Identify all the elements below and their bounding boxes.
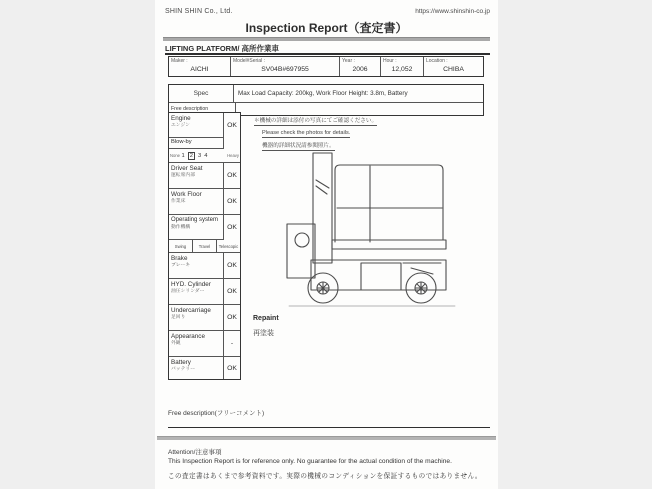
- title-rule: [163, 37, 490, 41]
- battery-status: OK: [227, 364, 237, 372]
- engine-label-ja: エンジン: [171, 122, 190, 128]
- appearance-label: Appearance: [171, 333, 205, 340]
- brake-status: OK: [227, 262, 237, 269]
- driver-seat-label-ja: 運転席内部: [171, 172, 195, 178]
- checklist-row-appearance: [169, 331, 240, 357]
- platform-floor: [332, 240, 446, 249]
- appearance-cell: [169, 331, 224, 356]
- location-value: CHIBA: [443, 66, 464, 73]
- appearance-label-ja: 外観: [171, 340, 181, 346]
- battery-cell: [169, 357, 224, 379]
- checklist-row-hyd-cylinder: [169, 279, 240, 305]
- appearance-status: -: [230, 340, 234, 347]
- blowby-label: Blow-by: [171, 139, 192, 145]
- info-col-year: [339, 57, 380, 76]
- repaint-label-ja: 再塗装: [253, 330, 274, 337]
- model-value: SV04B#697955: [261, 66, 309, 73]
- engine-status: OK: [227, 122, 237, 129]
- blowby-level-2-selected: 2: [189, 152, 193, 159]
- location-label: Location :: [426, 58, 448, 64]
- info-col-location: [423, 57, 483, 76]
- checklist-row-engine: [169, 113, 240, 138]
- work-floor-status: OK: [227, 198, 237, 205]
- free-comment-line: [168, 427, 490, 428]
- hour-label: Hour :: [383, 58, 397, 64]
- spec-row: [169, 85, 483, 103]
- info-col-maker: [169, 57, 230, 76]
- checklist-row-operating-system: [169, 215, 240, 240]
- undercarriage-cell: [169, 305, 224, 330]
- brake-label: Brake: [171, 255, 188, 262]
- blowby-level-1: 1: [181, 152, 185, 159]
- undercarriage-label: Undercarriage: [171, 307, 211, 314]
- operating-system-status: OK: [227, 224, 237, 231]
- driver-seat-label: Driver Seat: [171, 165, 203, 172]
- free-comment-label: Free description(フリーコメント): [168, 410, 265, 417]
- checklist-row-work-floor: [169, 189, 240, 215]
- note-ja: ＊機械の詳細は添付の写真にてご確認ください。: [254, 118, 378, 124]
- blowby-status-spacer: [224, 138, 240, 149]
- mode-travel: Travel: [193, 240, 217, 252]
- info-col-model: [230, 57, 339, 76]
- engine-label: Engine: [171, 115, 191, 122]
- guard-rail-top: [335, 165, 443, 240]
- checklist-row-blowby: [169, 138, 240, 149]
- attention-text-en: This Inspection Report is for reference only. No guarantee for the actual condition of the machine.: [168, 458, 452, 465]
- attention-text-ja: この査定書はあくまで参考資料です。実際の機械のコンディションを保証するものではありません。: [168, 473, 482, 480]
- hyd-cylinder-label: HYD. Cylinder: [171, 281, 211, 288]
- company-name: SHIN SHIN Co., Ltd.: [165, 8, 233, 15]
- checklist-row-undercarriage: [169, 305, 240, 331]
- repaint-label: Repaint: [253, 315, 279, 322]
- blowby-level-4: 4: [204, 152, 208, 159]
- free-description-label: Free description: [169, 103, 236, 115]
- brake-label-ja: ブレーキ: [171, 262, 190, 268]
- photo-notes: [254, 116, 377, 155]
- spec-value: Max Load Capacity: 200kg, Work Floor Height: 3.8m, Battery: [238, 90, 408, 97]
- model-label: Model#Serial :: [233, 58, 265, 64]
- info-col-hour: [380, 57, 423, 76]
- blowby-scale-none: None: [170, 153, 181, 158]
- battery-label: Battery: [171, 359, 191, 366]
- work-floor-label: Work Floor: [171, 191, 202, 198]
- driver-seat-cell: [169, 163, 224, 188]
- page-title: Inspection Report（査定書）: [245, 21, 408, 35]
- year-label: Year :: [342, 58, 355, 64]
- hyd-cylinder-status: OK: [227, 288, 237, 295]
- operating-system-label-ja: 動作機構: [171, 224, 191, 230]
- operating-modes-row: [169, 240, 240, 253]
- undercarriage-status: OK: [227, 314, 237, 321]
- attention-title: Attention/注意事項: [168, 449, 222, 456]
- blowby-scale-heavy: Heavy: [227, 153, 239, 158]
- mast: [313, 153, 332, 263]
- operating-system-cell: [169, 215, 224, 240]
- mode-swing: Swing: [169, 240, 193, 252]
- blowby-scale-row: [169, 149, 240, 163]
- hour-value: 12,052: [391, 66, 413, 73]
- section-title: LIFTING PLATFORM/ 高所作業車: [165, 44, 280, 53]
- free-description-value: [236, 103, 483, 115]
- maker-value: AICHI: [190, 66, 209, 73]
- inspection-report-page: [155, 0, 498, 489]
- undercarriage-label-ja: 足回り: [171, 314, 186, 320]
- inspection-checklist: [168, 112, 241, 380]
- checklist-row-brake: [169, 253, 240, 279]
- note-en: Please check the photos for details.: [262, 129, 351, 136]
- work-floor-label-ja: 作業床: [171, 198, 186, 204]
- company-website: https://www.shinshin-co.jp: [415, 8, 490, 15]
- operating-system-label: Operating system: [171, 217, 219, 223]
- mode-telescopic: Telescopic: [218, 243, 239, 249]
- year-value: 2006: [352, 66, 368, 73]
- driver-seat-status: OK: [227, 172, 237, 179]
- hyd-cylinder-cell: [169, 279, 224, 304]
- blowby-cell: [169, 138, 224, 149]
- checklist-row-battery: [169, 357, 240, 379]
- section-rule: [165, 53, 490, 55]
- maker-label: Maker :: [171, 58, 188, 64]
- machine-drawing: [283, 150, 461, 314]
- checklist-row-driver-seat: [169, 163, 240, 189]
- note-zh: 機器的詳細状況請参閲照片。: [262, 143, 335, 149]
- blowby-level-3: 3: [197, 152, 202, 159]
- work-floor-cell: [169, 189, 224, 214]
- spec-label: Spec: [169, 85, 234, 102]
- page-divider: [157, 436, 496, 440]
- battery-label-ja: バッテリー: [171, 366, 195, 372]
- machine-info-table: [168, 56, 484, 77]
- brake-cell: [169, 253, 224, 278]
- engine-cell: [169, 113, 224, 138]
- hyd-cylinder-label-ja: 油圧シリンダー: [171, 288, 205, 294]
